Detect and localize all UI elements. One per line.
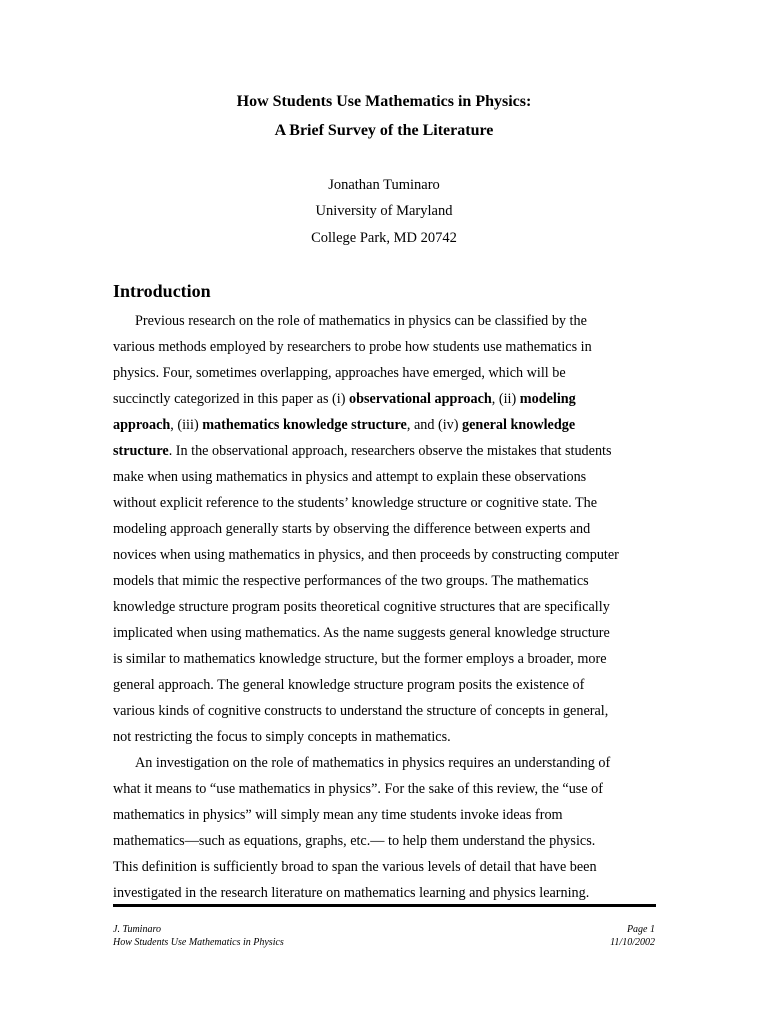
body-line: implicated when using mathematics. As the name suggests general knowledge structure <box>113 625 610 641</box>
body-line: make when using mathematics in physics and attempt to explain these observations <box>113 469 587 485</box>
body-segment: succinctly categorized in this paper as (i) <box>113 391 349 407</box>
body-line: is similar to mathematics knowledge structure, but the former employs a broader, more <box>113 651 607 667</box>
footer-date: 11/10/2002 <box>610 937 655 948</box>
body-line: various methods employed by researchers to probe how students use mathematics in <box>113 339 592 355</box>
body-line: without explicit reference to the students’ knowledge structure or cognitive state. The <box>113 495 598 511</box>
paper-title-line-2: A Brief Survey of the Literature <box>274 122 494 139</box>
body-line: mathematics—such as equations, graphs, etc.— to help them understand the physics. <box>113 833 596 849</box>
body-line: not restricting the focus to simply concepts in mathematics. <box>113 729 451 745</box>
bold-term: modeling <box>519 391 576 407</box>
body-line: various kinds of cognitive constructs to understand the structure of concepts in general, <box>113 703 609 719</box>
body-line <box>113 412 658 438</box>
footer-page-number: Page 1 <box>626 924 655 935</box>
body-line: models that mimic the respective performances of the two groups. The mathematics <box>113 573 589 589</box>
body-segment: , (iii) <box>170 417 203 433</box>
author-name: Jonathan Tuminaro <box>328 177 440 193</box>
body-line: novices when using mathematics in physics, and then proceeds by constructing computer <box>113 547 619 563</box>
body-line: investigated in the research literature on mathematics learning and physics learning. <box>113 885 590 901</box>
body-segment: . In the observational approach, researchers observe the mistakes that students <box>168 443 612 459</box>
body-line: This definition is sufficiently broad to span the various levels of detail that have been <box>113 859 597 875</box>
body-line: physics. Four, sometimes overlapping, approaches have emerged, which will be <box>113 365 566 381</box>
body-segment: , and (iv) <box>406 417 463 433</box>
bold-term: structure <box>113 443 169 459</box>
author-institution: University of Maryland <box>315 203 453 219</box>
body-line: general approach. The general knowledge structure program posits the existence of <box>113 677 585 693</box>
author-address: College Park, MD 20742 <box>311 230 457 246</box>
paper-title-line-1: How Students Use Mathematics in Physics: <box>236 93 532 110</box>
body-segment: , (ii) <box>491 391 520 407</box>
body-line: what it means to “use mathematics in physics”. For the sake of this review, the “use of <box>113 781 603 797</box>
footer-author: J. Tuminaro <box>113 924 161 935</box>
body-line <box>113 438 658 464</box>
bold-term: observational approach <box>348 391 492 407</box>
footer-rule <box>113 904 656 907</box>
body-line: knowledge structure program posits theoretical cognitive structures that are specifically <box>113 599 610 615</box>
bold-term: mathematics knowledge structure <box>202 417 407 433</box>
body-line: modeling approach generally starts by observing the difference between experts and <box>113 521 591 537</box>
body-line <box>113 386 658 412</box>
body-line: mathematics in physics” will simply mean any time students invoke ideas from <box>113 807 563 823</box>
body-text <box>113 308 658 906</box>
body-line: An investigation on the role of mathematics in physics requires an understanding of <box>135 755 611 771</box>
bold-term: approach <box>113 417 171 433</box>
footer-title: How Students Use Mathematics in Physics <box>113 937 284 948</box>
section-heading: Introduction <box>113 281 211 301</box>
body-line: Previous research on the role of mathematics in physics can be classified by the <box>135 313 587 329</box>
bold-term: general knowledge <box>462 417 576 433</box>
